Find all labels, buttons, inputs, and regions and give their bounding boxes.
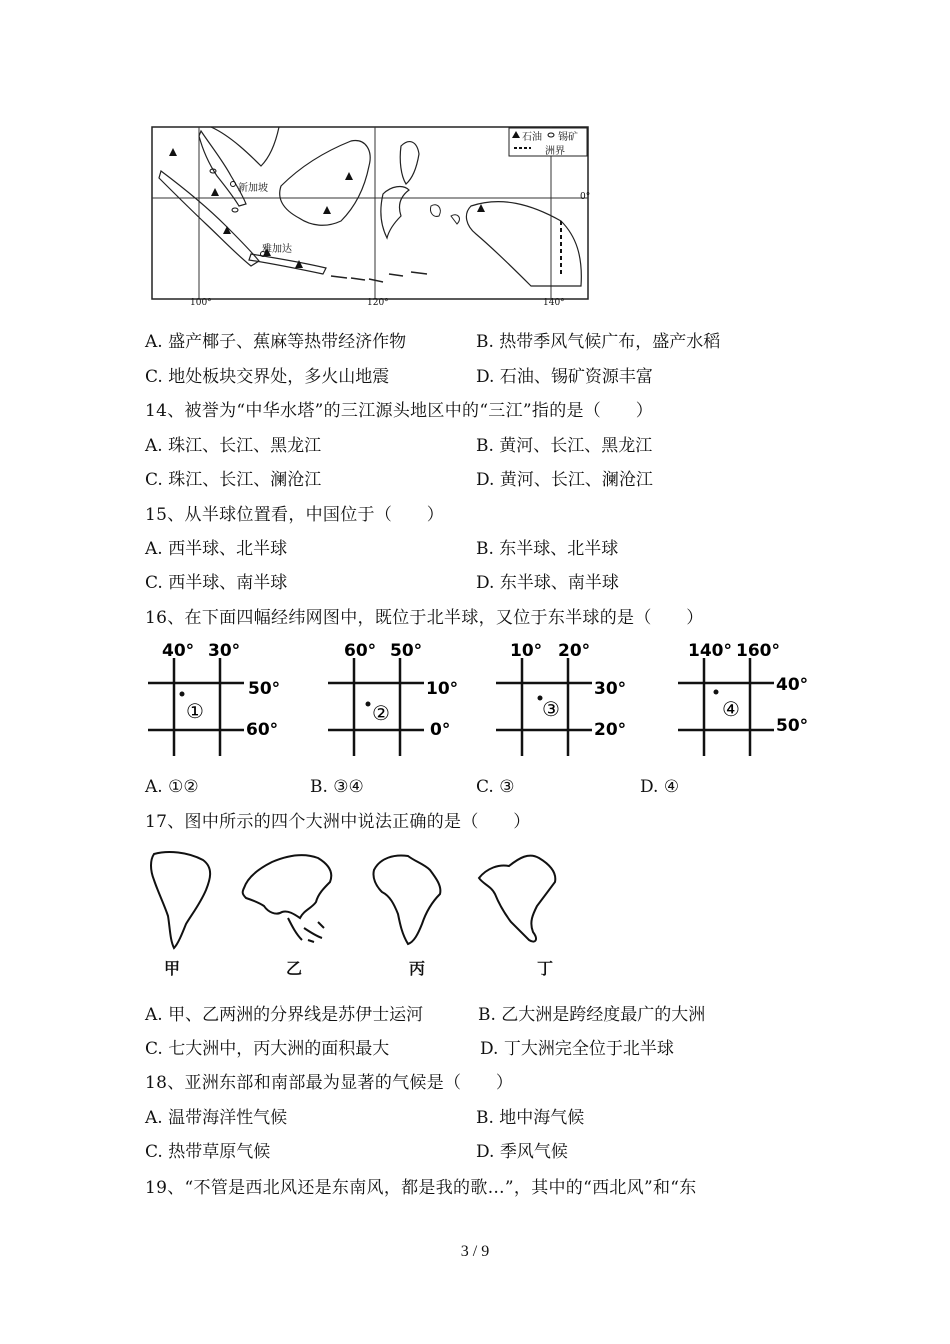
lon-140-label: 140°	[543, 298, 565, 308]
q16-option-a: A. ①②	[145, 777, 199, 797]
lat-lon-grid-2	[326, 638, 496, 758]
q13-option-b: B. 热带季风气候广布，盛产水稻	[476, 332, 721, 352]
q15-option-d: D. 东半球、南半球	[476, 573, 619, 593]
lon-100-label: 100°	[190, 298, 212, 308]
continent-label-bing: 丙	[409, 959, 426, 978]
q18-stem: 18、亚洲东部和南部最为显著的气候是（ ）	[145, 1073, 514, 1093]
lat-lon-grid-4	[676, 638, 846, 758]
grid2-right-bottom: 0°	[430, 720, 451, 740]
grid3-right-top: 30°	[594, 679, 627, 699]
city-jakarta-label: 雅加达	[262, 244, 292, 255]
q13-option-c: C. 地处板块交界处，多火山地震	[145, 367, 390, 387]
q18-option-c: C. 热带草原气候	[145, 1142, 271, 1162]
q14-option-b: B. 黄河、长江、黑龙江	[476, 436, 653, 456]
continent-north-america	[473, 848, 563, 952]
q18-option-a: A. 温带海洋性气候	[145, 1108, 288, 1128]
q18-option-d: D. 季风气候	[476, 1142, 568, 1162]
equator-label: 0°	[580, 192, 591, 202]
grid4-mark: ④	[722, 697, 740, 721]
city-singapore-label: 新加坡	[238, 183, 268, 194]
grid1-right-top: 50°	[248, 679, 281, 699]
grid4-top-left: 140°	[688, 641, 732, 661]
lat-lon-grid-1	[146, 638, 316, 758]
q13-option-d: D. 石油、锡矿资源丰富	[476, 367, 653, 387]
q14-option-d: D. 黄河、长江、澜沧江	[476, 470, 653, 490]
q16-option-c: C. ③	[476, 777, 515, 797]
q14-option-a: A. 珠江、长江、黑龙江	[145, 436, 322, 456]
grid2-top-right: 50°	[390, 641, 423, 661]
grid1-top-left: 40°	[162, 641, 195, 661]
q17-option-c: C. 七大洲中，丙大洲的面积最大	[145, 1039, 390, 1059]
q17-option-d: D. 丁大洲完全位于北半球	[480, 1039, 674, 1059]
grid1-right-bottom: 60°	[246, 720, 279, 740]
q15-option-c: C. 西半球、南半球	[145, 573, 288, 593]
grid2-right-top: 10°	[426, 679, 459, 699]
legend-boundary-label: 洲界	[545, 146, 565, 157]
q14-option-c: C. 珠江、长江、澜沧江	[145, 470, 322, 490]
page-number: 3 / 9	[460, 1243, 490, 1260]
grid4-right-bottom: 50°	[776, 716, 809, 736]
q13-option-a: A. 盛产椰子、蕉麻等热带经济作物	[145, 332, 407, 352]
q14-stem: 14、被誉为“中华水塔”的三江源头地区中的“三江”指的是（ ）	[145, 401, 653, 421]
continent-africa	[368, 848, 448, 952]
grid3-top-right: 20°	[558, 641, 591, 661]
q17-option-a: A. 甲、乙两洲的分界线是苏伊士运河	[145, 1005, 424, 1025]
q19-stem: 19、“不管是西北风还是东南风，都是我的歌…”，其中的“西北风”和“东	[145, 1178, 697, 1198]
southeast-asia-map	[151, 126, 589, 300]
grid3-top-left: 10°	[510, 641, 543, 661]
q16-option-d: D. ④	[640, 777, 680, 797]
legend-tin-label: 锡矿	[558, 132, 578, 143]
grid3-right-bottom: 20°	[594, 720, 627, 740]
continent-label-ding: 丁	[537, 959, 554, 978]
lat-lon-grid-3	[494, 638, 664, 758]
q16-option-b: B. ③④	[310, 777, 364, 797]
lon-120-label: 120°	[367, 298, 389, 308]
grid4-top-right: 160°	[736, 641, 780, 661]
q15-option-a: A. 西半球、北半球	[145, 539, 288, 559]
grid1-mark: ①	[186, 699, 204, 723]
q16-stem: 16、在下面四幅经纬网图中，既位于北半球，又位于东半球的是（ ）	[145, 608, 704, 628]
continent-label-yi: 乙	[286, 959, 303, 978]
continent-asia	[238, 848, 338, 952]
q18-option-b: B. 地中海气候	[476, 1108, 585, 1128]
q15-option-b: B. 东半球、北半球	[476, 539, 619, 559]
grid1-top-right: 30°	[208, 641, 241, 661]
grid2-top-left: 60°	[344, 641, 377, 661]
q17-option-b: B. 乙大洲是跨经度最广的大洲	[478, 1005, 706, 1025]
continent-label-jia: 甲	[164, 959, 181, 978]
grid2-mark: ②	[372, 701, 390, 725]
continent-south-america	[148, 848, 218, 956]
legend-oil-label: 石油	[522, 132, 542, 143]
grid3-mark: ③	[542, 697, 560, 721]
grid4-right-top: 40°	[776, 675, 809, 695]
q15-stem: 15、从半球位置看，中国位于（ ）	[145, 505, 445, 525]
q17-stem: 17、图中所示的四个大洲中说法正确的是（ ）	[145, 812, 531, 832]
